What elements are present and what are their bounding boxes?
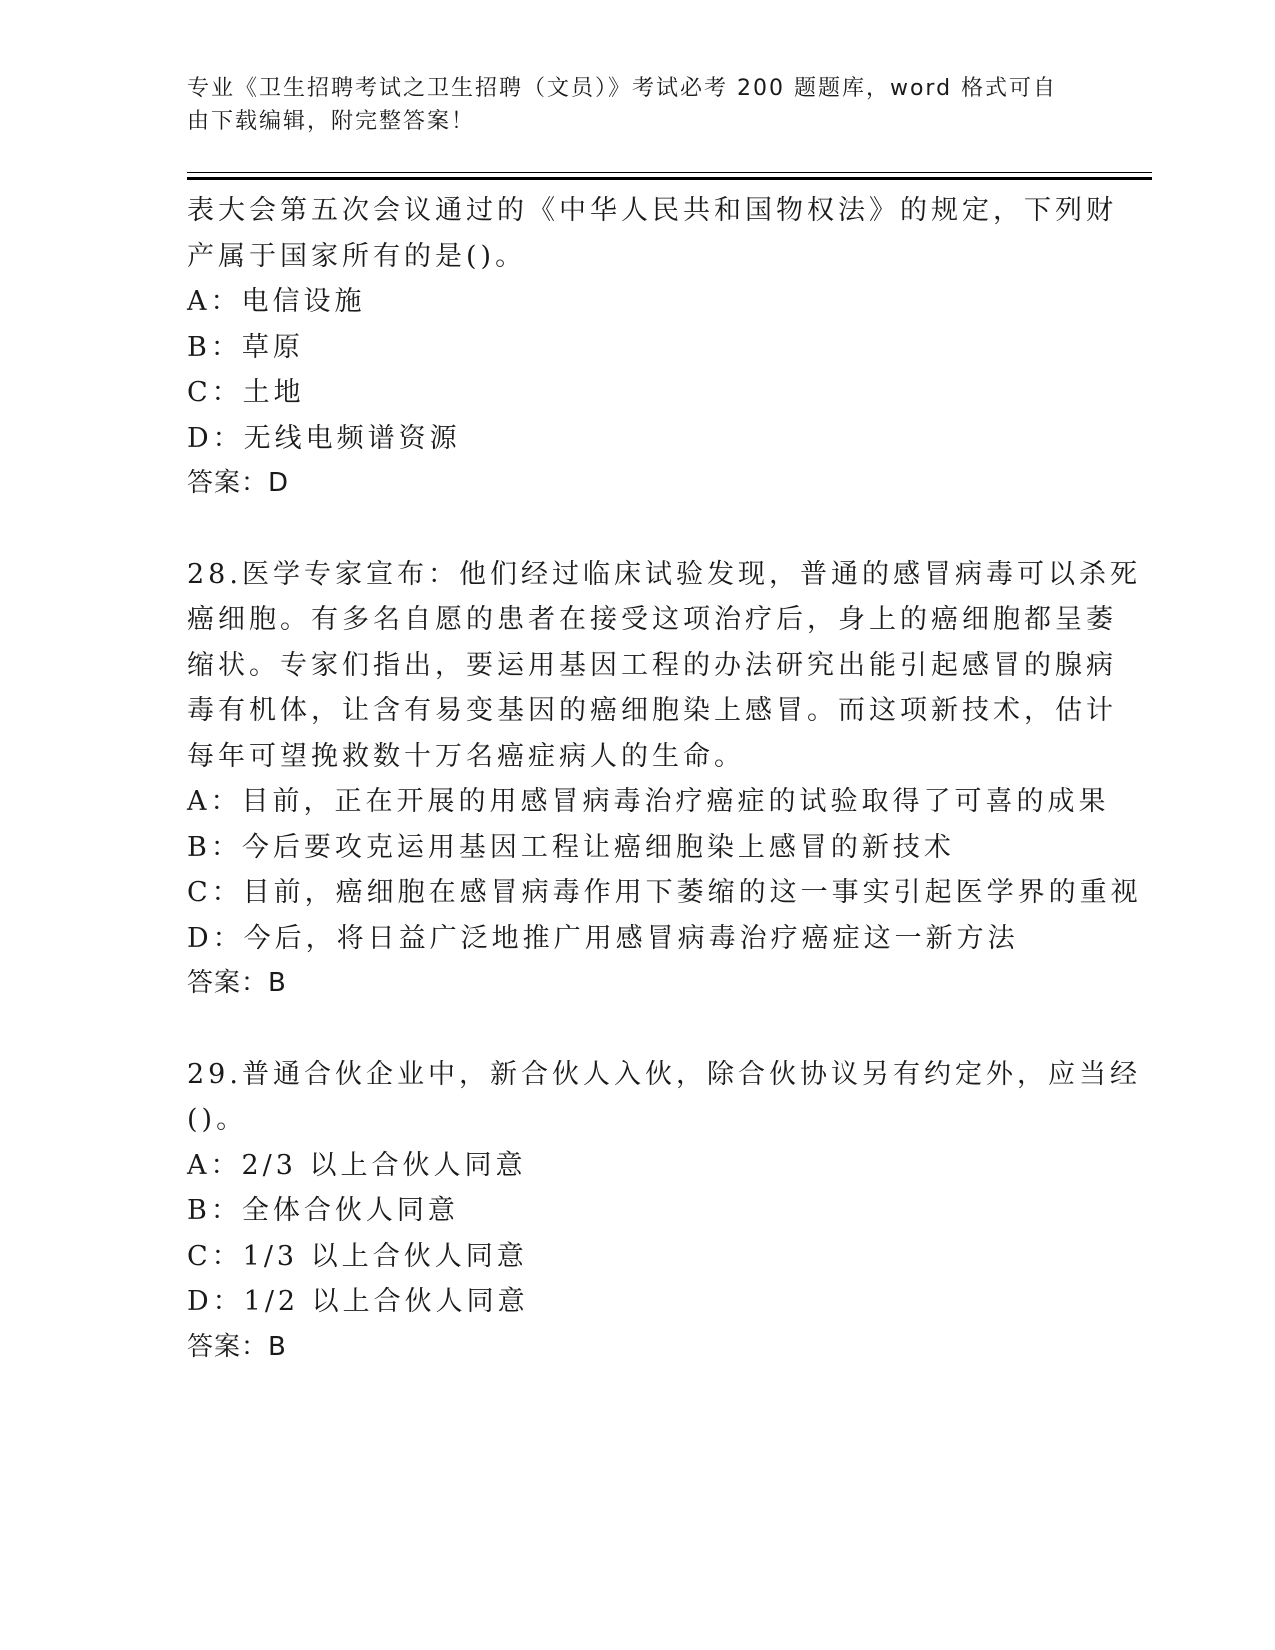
option-d: D：1/2 以上合伙人同意 (187, 1286, 529, 1317)
document-header (187, 72, 1067, 138)
option-b: B：草原 (187, 331, 304, 363)
header-line-1: 专业《卫生招聘考试之卫生招聘（文员）》考试必考 200 题题库，word 格式可自 (187, 76, 1058, 101)
answer-line: 答案：B (187, 1331, 287, 1362)
question-stem-line: 29.普通合伙企业中，新合伙人入伙，除合伙协议另有约定外，应当经 (187, 1058, 1141, 1090)
question-stem-line: 毒有机体，让含有易变基因的癌细胞染上感冒。而这项新技术，估计 (187, 695, 1117, 726)
question-list (187, 188, 1142, 1370)
header-divider-thick (187, 177, 1152, 180)
question-spacer (187, 1007, 1087, 1052)
option-c: C：1/3 以上合伙人同意 (187, 1240, 528, 1272)
option-c: C：目前，癌细胞在感冒病毒作用下萎缩的这一事实引起医学界的重视 (187, 877, 1142, 908)
option-a: A：2/3 以上合伙人同意 (187, 1149, 527, 1181)
option-b: B：今后要攻克运用基因工程让癌细胞染上感冒的新技术 (187, 831, 955, 863)
option-c: C：土地 (187, 377, 305, 408)
answer-line: 答案：B (187, 968, 287, 998)
header-divider-thin (187, 172, 1152, 173)
option-d: D：无线电频谱资源 (187, 422, 461, 454)
question-27 (187, 188, 1117, 507)
question-29 (187, 1052, 1141, 1371)
question-28 (187, 552, 1142, 1007)
option-b: B：全体合伙人同意 (187, 1195, 459, 1226)
question-stem-line: 每年可望挽救数十万名癌症病人的生命。 (187, 740, 745, 772)
question-stem-line: 缩状。专家们指出，要运用基因工程的办法研究出能引起感冒的腺病 (187, 649, 1117, 681)
question-stem-line: 癌细胞。有多名自愿的患者在接受这项治疗后，身上的癌细胞都呈萎 (187, 604, 1117, 635)
question-spacer (187, 507, 1087, 552)
question-stem-line: 28.医学专家宣布：他们经过临床试验发现，普通的感冒病毒可以杀死 (187, 558, 1141, 590)
option-d: D：今后，将日益广泛地推广用感冒病毒治疗癌症这一新方法 (187, 922, 1019, 954)
header-line-2: 由下载编辑，附完整答案！ (187, 109, 476, 134)
question-stem-line: 产属于国家所有的是()。 (187, 240, 527, 272)
option-a: A：电信设施 (187, 286, 366, 317)
question-stem-line: 表大会第五次会议通过的《中华人民共和国物权法》的规定，下列财 (187, 195, 1117, 226)
question-stem-line: ()。 (187, 1104, 248, 1135)
answer-line: 答案：D (187, 468, 290, 498)
option-a: A：目前，正在开展的用感冒病毒治疗癌症的试验取得了可喜的成果 (187, 786, 1110, 817)
